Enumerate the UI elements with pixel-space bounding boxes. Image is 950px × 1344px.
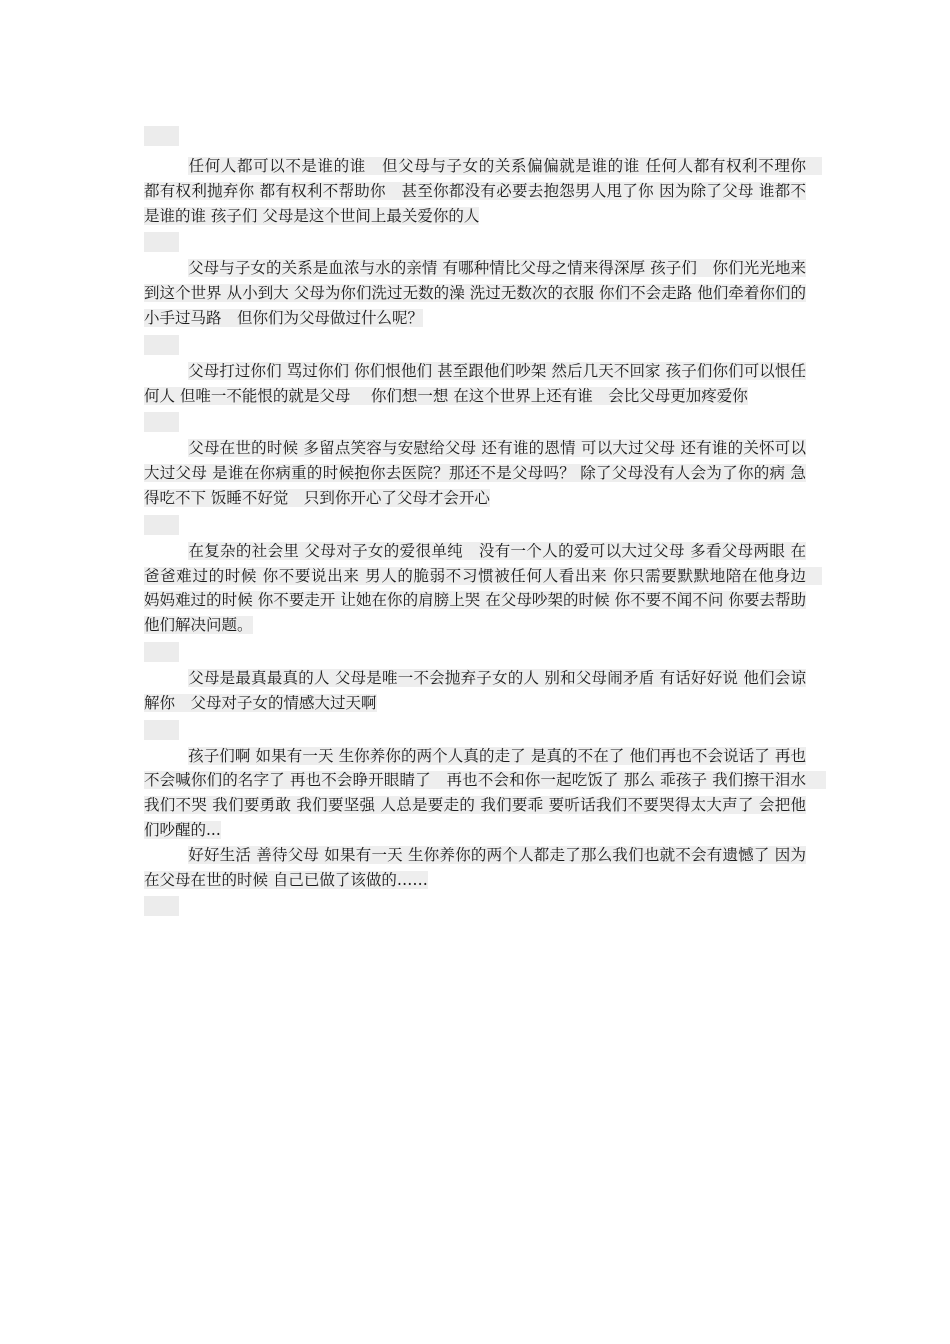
paragraph-7: 孩子们啊 如果有一天 生你养你的两个人真的走了 是真的不在了 他们再也不会说话了 再也不会喊你们的名字了 再也不会睁开眼睛了 再也不会和你一起吃饭了 那么 乖孩子 我们擦干泪水 我们不哭 我们要勇敢 我们要坚强 人总是要走的 我们要乖 要听话我们不要哭得太大声了 会把他们吵醒的... bbox=[144, 746, 827, 839]
empty-line bbox=[144, 232, 179, 252]
empty-line bbox=[144, 642, 179, 662]
paragraph-8: 好好生活 善待父母 如果有一天 生你养你的两个人都走了那么我们也就不会有遗憾了 因为在父母在世的时候 自己已做了该做的…… bbox=[144, 845, 806, 889]
paragraph-5: 在复杂的社会里 父母对子女的爱很单纯 没有一个人的爱可以大过父母 多看父母两眼 在爸爸难过的时候 你不要说出来 男人的脆弱不习惯被任何人看出来 你只需要默默地陪在他身边 妈妈难过的时候 你不要走开 让她在你的肩膀上哭 在父母吵架的时候 你不要不闻不问 你要去帮助他们解决问题。 bbox=[144, 541, 822, 635]
empty-line bbox=[144, 896, 179, 916]
document-body bbox=[144, 126, 827, 920]
paragraph-4: 父母在世的时候 多留点笑容与安慰给父母 还有谁的恩情 可以大过父母 还有谁的关怀可以大过父母 是谁在你病重的时候抱你去医院？那还不是父母吗？ 除了父母没有人会为了你的病 急得吃不下 饭睡不好觉 只到你开心了父母才会开心 bbox=[144, 439, 806, 507]
paragraph-2: 父母与子女的关系是血浓与水的亲情 有哪种情比父母之情来得深厚 孩子们 你们光光地来到这个世界 从小到大 父母为你们洗过无数的澡 洗过无数次的衣服 你们不会走路 他们牵着你们的小手过马路 但你们为父母做过什么呢？ bbox=[144, 259, 806, 327]
empty-line bbox=[144, 515, 179, 535]
paragraph-6: 父母是最真最真的人 父母是唯一不会抛弃子女的人 别和父母闹矛盾 有话好好说 他们会谅解你 父母对子女的情感大过天啊 bbox=[144, 668, 806, 712]
empty-line bbox=[144, 720, 179, 740]
empty-line bbox=[144, 335, 179, 355]
empty-line bbox=[144, 126, 179, 146]
paragraph-3: 父母打过你们 骂过你们 你们恨他们 甚至跟他们吵架 然后几天不回家 孩子们你们可以恨任何人 但唯一不能恨的就是父母 你们想一想 在这个世界上还有谁 会比父母更加疼爱你 bbox=[144, 361, 806, 405]
paragraph-1: 任何人都可以不是谁的谁 但父母与子女的关系偏偏就是谁的谁 任何人都有权利不理你 都有权利抛弃你 都有权利不帮助你 甚至你都没有必要去抱怨男人甩了你 因为除了父母 谁都不是谁的谁 孩子们 父母是这个世间上最关爱你的人 bbox=[144, 157, 822, 225]
empty-line bbox=[144, 412, 179, 432]
